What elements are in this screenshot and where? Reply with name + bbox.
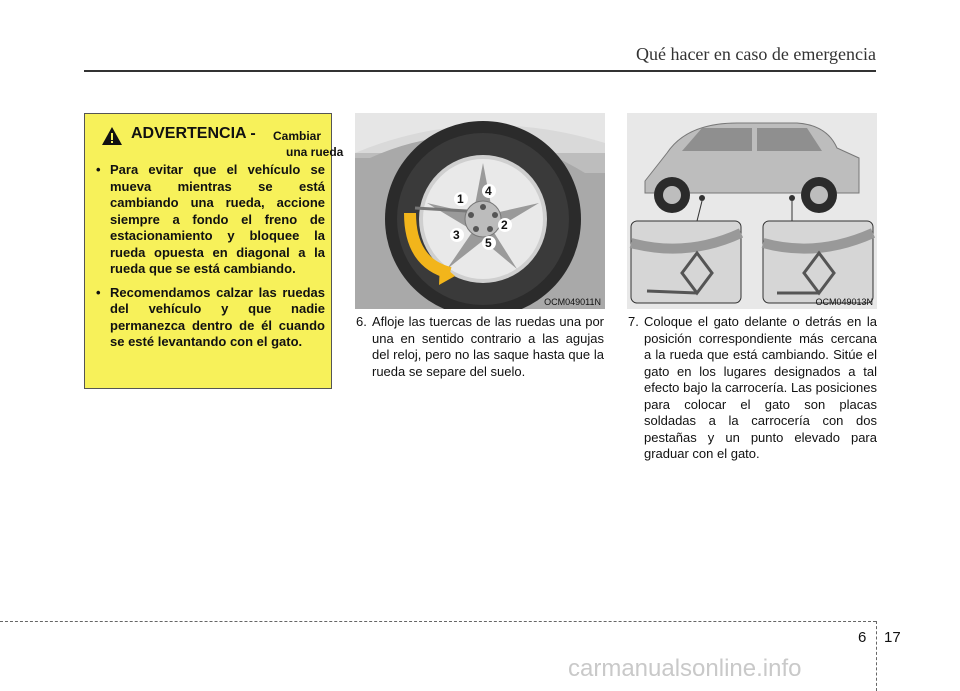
step-text: Afloje las tuercas de las ruedas una por una en sentido contrario a las agujas del reloj, pero no las saque hasta que la rueda se separe del suelo. <box>372 314 604 379</box>
figure-code: OCM049013N <box>815 297 873 307</box>
warning-triangle-icon <box>101 126 123 146</box>
wheel-illustration <box>355 113 605 309</box>
nut-label: 2 <box>501 218 508 232</box>
chapter-number: 6 <box>858 629 867 646</box>
header-rule <box>84 70 876 72</box>
nut-label: 3 <box>453 228 460 242</box>
step-6 <box>356 314 604 380</box>
nut-label: 1 <box>457 192 464 206</box>
jack-illustration <box>627 113 877 309</box>
warning-subtitle-line1: Cambiar <box>273 129 322 143</box>
warning-item <box>93 285 325 351</box>
nut-label: 5 <box>485 236 492 250</box>
watermark: carmanualsonline.info <box>568 655 802 682</box>
warning-subtitle-line2: una rueda <box>286 145 344 159</box>
figure-code: OCM049011N <box>544 297 601 307</box>
footer-divider <box>876 621 877 691</box>
step-number: 7. <box>628 314 639 329</box>
bullet: • <box>96 162 101 177</box>
footer-rule <box>0 621 876 622</box>
warning-item-text: Para evitar que el vehículo se mueva mientras se está cambiando una rueda, accione siempre a fondo el freno de estacionamiento y bloquee la rueda opuesta en diagonal a la rueda que se está cambiando. <box>110 162 325 276</box>
wheel-nut-figure <box>355 113 605 309</box>
step-number: 6. <box>356 314 367 329</box>
warning-item <box>93 162 325 278</box>
bullet: • <box>96 284 101 300</box>
page-number: 17 <box>884 629 901 646</box>
nut-label: 4 <box>485 184 492 198</box>
step-7 <box>628 314 877 463</box>
warning-title: ADVERTENCIA - <box>131 125 256 142</box>
warning-box <box>84 113 344 389</box>
warning-item-text: Recomendamos calzar las ruedas del vehículo y que nadie permanezca dentro de él cuando se esté levantando con el gato. <box>110 284 325 349</box>
step-text: Coloque el gato delante o detrás en la posición correspondiente más cercana a la rueda que está cambiando. Sitúe el gato en los lugares designados a tal efecto bajo la carrocería. Las posiciones para colocar el gato son placas soldadas a la carrocería con dos pestañas y un punto elevado para graduar con el gato. <box>644 314 877 461</box>
warning-list <box>93 162 325 358</box>
page-header-title: Qué hacer en caso de emergencia <box>635 44 876 64</box>
jack-position-figure <box>627 113 877 309</box>
